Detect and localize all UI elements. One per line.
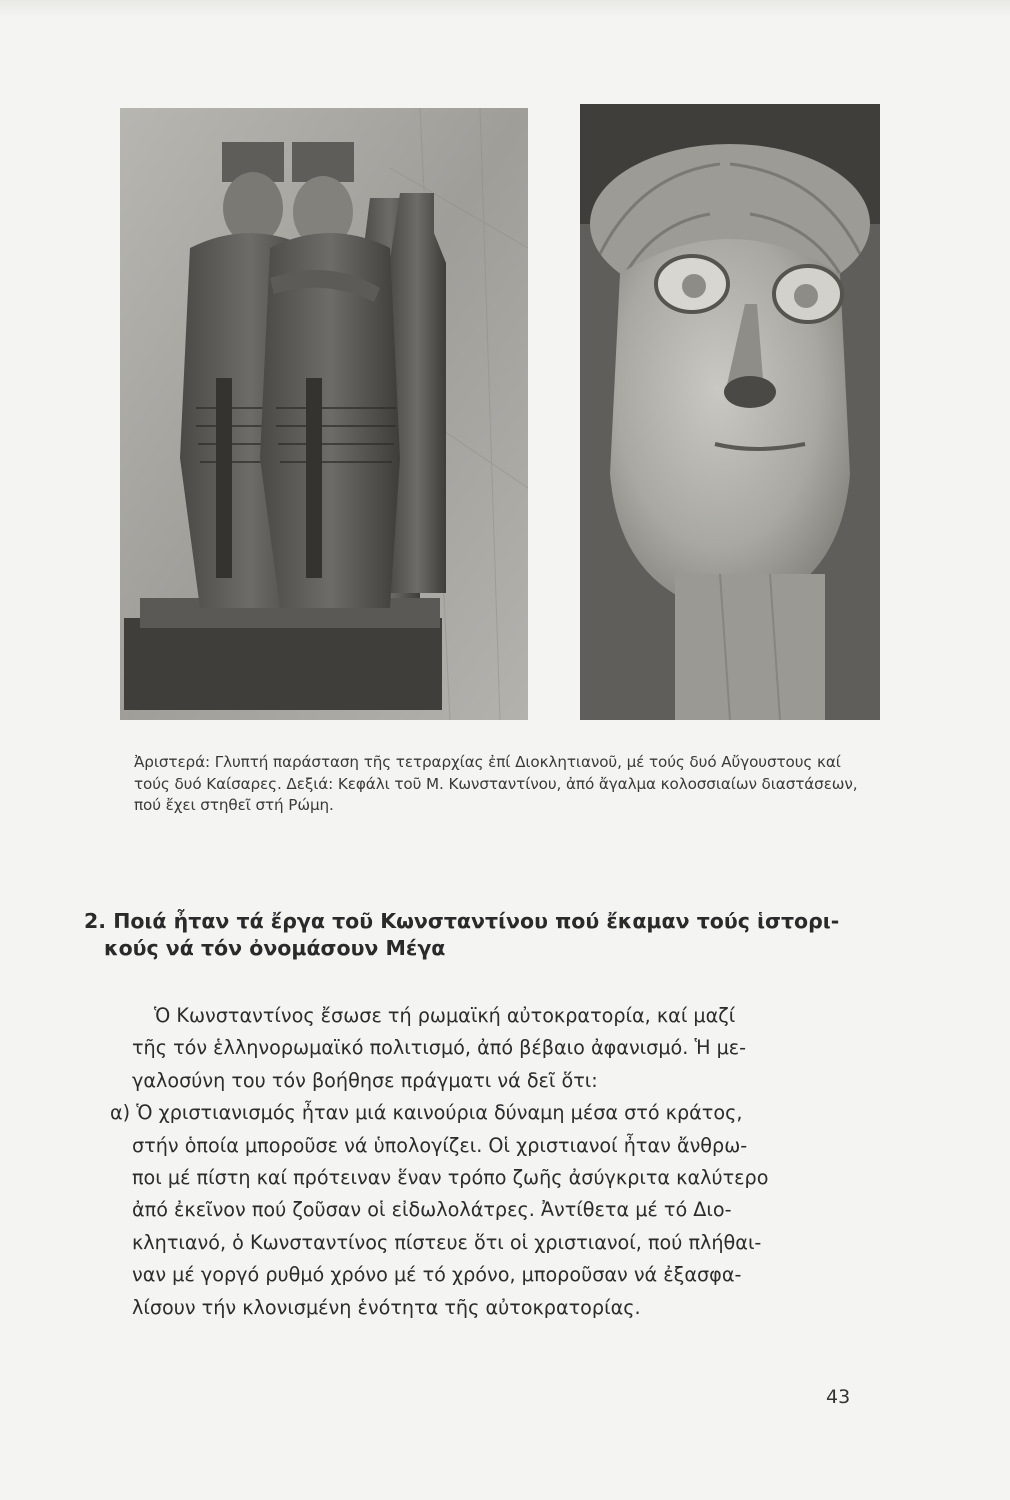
caption-line: πού ἔχει στηθεῖ στή Ρώμη. bbox=[134, 796, 334, 814]
page-number: 43 bbox=[826, 1386, 851, 1408]
section-heading-line-2: κούς νά τόν ὀνομάσουν Μέγα bbox=[104, 936, 446, 960]
figure-caption bbox=[134, 752, 886, 817]
body-line: στήν ὁποία μποροῦσε νά ὑπολογίζει. Οἱ χριστιανοί ἦταν ἄνθρω- bbox=[132, 1133, 748, 1157]
caption-line: τούς δυό Καίσαρες. Δεξιά: Κεφάλι τοῦ Μ. Κωνσταντίνου, ἀπό ἄγαλμα κολοσσιαίων διαστάσεων, bbox=[134, 774, 858, 793]
body-paragraph bbox=[110, 1000, 892, 1324]
caption-line: Ἀριστερά: Γλυπτή παράσταση τῆς τετραρχίας ἐπί Διοκλητιανοῦ, μέ τούς δυό Αὔγουστους καί bbox=[134, 753, 841, 771]
constantine-head-image bbox=[580, 104, 880, 720]
body-line: κλητιανό, ὁ Κωνσταντίνος πίστευε ὅτι οἱ χριστιανοί, πού πλήθαι- bbox=[132, 1230, 762, 1254]
tetrarchy-sculpture-photo bbox=[120, 108, 528, 720]
section-heading-line-1: 2. Ποιά ἦταν τά ἔργα τοῦ Κωνσταντίνου πού ἔκαμαν τούς ἱστορι- bbox=[84, 909, 840, 933]
tetrarchy-sculpture-image bbox=[120, 108, 528, 720]
body-line: λίσουν τήν κλονισμένη ἑνότητα τῆς αὐτοκρατορίας. bbox=[132, 1295, 641, 1319]
constantine-head-photo bbox=[580, 104, 880, 720]
body-line: ποι μέ πίστη καί πρότειναν ἕναν τρόπο ζωῆς ἀσύγκριτα καλύτερο bbox=[132, 1166, 769, 1190]
page-top-edge bbox=[0, 0, 1010, 18]
body-line: γαλοσύνη του τόν βοήθησε πράγματι νά δεῖ ὅτι: bbox=[132, 1068, 598, 1092]
body-line: ἀπό ἐκεῖνον πού ζοῦσαν οἱ εἰδωλολάτρες. Ἀντίθετα μέ τό Διο- bbox=[132, 1198, 732, 1222]
body-line: ναν μέ γοργό ρυθμό χρόνο μέ τό χρόνο, μποροῦσαν νά ἐξασφα- bbox=[132, 1263, 742, 1287]
body-line: τῆς τόν ἑλληνορωμαϊκό πολιτισμό, ἀπό βέβαιο ἀφανισμό. Ἡ με- bbox=[132, 1036, 747, 1060]
body-line: Ὁ Κωνσταντίνος ἔσωσε τή ρωμαϊκή αὐτοκρατορία, καί μαζί bbox=[154, 1004, 736, 1027]
section-heading bbox=[84, 908, 884, 962]
body-line-list-item: α) Ὁ χριστιανισμός ἦταν μιά καινούρια δύναμη μέσα στό κράτος, bbox=[110, 1101, 743, 1125]
